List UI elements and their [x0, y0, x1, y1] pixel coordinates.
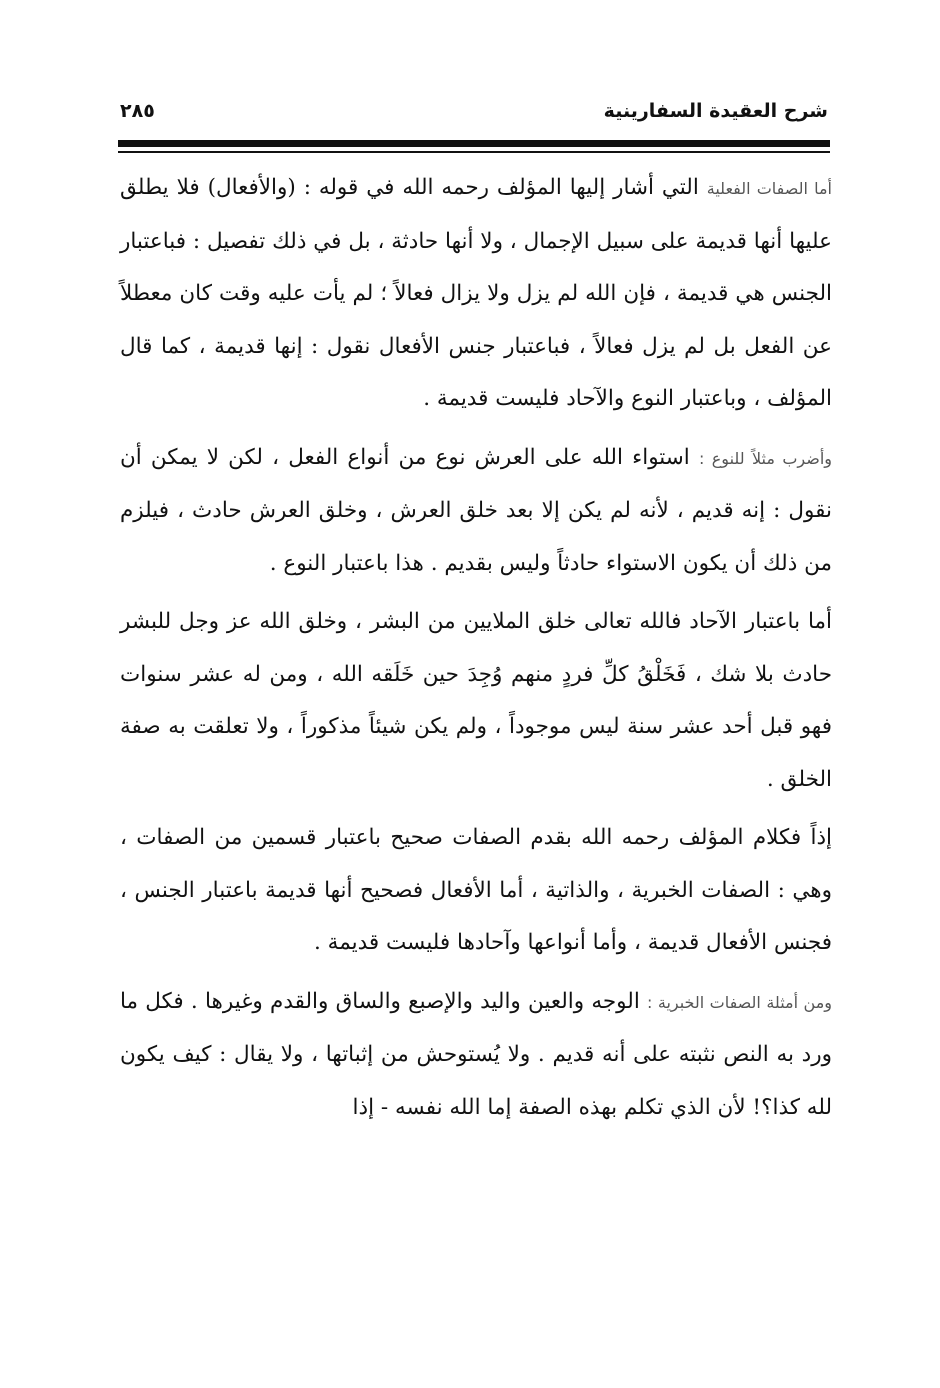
paragraph-lead: ومن أمثلة الصفات الخبرية : [647, 992, 832, 1012]
header-rule-thin [118, 151, 830, 153]
paragraph-text: استواء الله على العرش نوع من أنواع الفعل ، لكن لا يمكن أن نقول : إنه قديم ، لأنه لم يكن إلا بعد خلق العرش ، وخلق العرش حادث ، فيلزم من ذلك أن يكون الاستواء حادثاً وليس بقديم . هذا باعتبار النوع . [120, 444, 832, 576]
running-title: شرح العقيدة السفارينية [603, 100, 828, 122]
paragraph-text: أما باعتبار الآحاد فالله تعالى خلق الملايين من البشر ، وخلق الله عز وجل للبشر حادث بلا شك ، فَخَلْقُ كلِّ فردٍ منهم وُجِدَ حين خَلَقه الله ، ومن له عشر سنوات فهو قبل أحد عشر سنة ليس موجوداً ، ولم يكن شيئاً مذكوراً ، ولا تعلقت به صفة الخلق . [120, 609, 832, 792]
paragraph-lead: وأضرب مثلاً للنوع : [698, 448, 832, 468]
page-number: ٢٨٥ [120, 100, 155, 122]
paragraph-text: إذاً فكلام المؤلف رحمه الله بقدم الصفات صحيح باعتبار قسمين من الصفات ، وهي : الصفات الخبرية ، والذاتية ، أما الأفعال فصحيح أنها قديمة باعتبار الجنس ، فجنس الأفعال قديمة ، وأما أنواعها وآحادها فليست قديمة . [120, 825, 832, 955]
paragraph [120, 812, 832, 970]
paragraph [120, 596, 832, 806]
paragraph [120, 162, 832, 426]
paragraph [120, 976, 832, 1135]
page-header [118, 96, 828, 136]
paragraph-text: التي أشار إليها المؤلف رحمه الله في قوله : (والأفعال) فلا يطلق عليها أنها قديمة على سبيل الإجمال ، ولا أنها حادثة ، بل في ذلك تفصيل : فباعتبار الجنس هي قديمة ، فإن الله لم يزل ولا يزال فعالاً ؛ لم يأت عليه وقت كان معطلاً عن الفعل بل لم يزل فعالاً ، فباعتبار جنس الأفعال نقول : إنها قديمة ، كما قال المؤلف ، وباعتبار النوع والآحاد فليست قديمة . [120, 175, 832, 411]
paragraph-lead: أما الصفات الفعلية [706, 179, 832, 198]
body-text [120, 162, 832, 1140]
paragraph-text: الوجه والعين واليد والإصبع والساق والقدم وغيرها . فكل ما ورد به النص نثبته على أنه قديم . ولا يُستوحش من إثباتها ، ولا يقال : كيف يكون لله كذا؟! لأن الذي تكلم بهذه الصفة إما الله نفسه - إذا [120, 988, 832, 1120]
paragraph [120, 432, 832, 591]
header-rule-thick [118, 140, 830, 147]
